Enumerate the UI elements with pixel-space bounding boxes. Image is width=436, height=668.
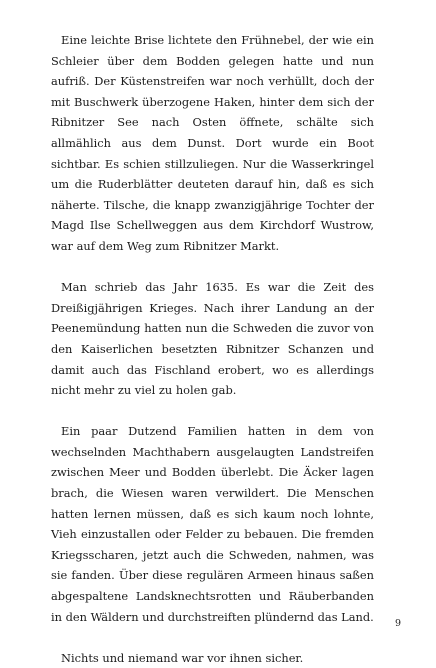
paragraph-4: Nichts und niemand war vor ihnen sicher. — [61, 650, 304, 665]
body-text — [51, 30, 374, 668]
paragraph-1: Eine leichte Brise lichtete den Frühnebel, der wie ein Schleier über dem Bodden gelegen hatte und nun aufriß. Der Küstenstreifen war noch verhüllt, doch der mit Buschwerk überzogene Haken, hinter dem sich der Ribnitzer See nach Osten öffnete, schälte sich allmählich aus dem Dunst. Dort wurde ein Boot sichtbar. Es schien stillzuliegen. Nur die Wasserkringel um die Ruderblätter deuteten darauf hin, daß es sich näherte. Tilsche, die knapp zwanzigjährige Tochter der Magd Ilse Schellweggen aus dem Kirchdorf Wustrow, war auf dem Weg zum Ribnitzer Markt. — [51, 33, 374, 253]
page-number: 9 — [394, 618, 402, 629]
paragraph-2: Man schrieb das Jahr 1635. Es war die Zeit des Dreißigjährigen Krieges. Nach ihrer Landung an der Peenemündung hatten nun die Schweden die zuvor von den Kaiserlichen besetzten Ribnitzer Schanzen und damit auch das Fischland erobert, wo es allerdings nicht mehr zu viel zu holen gab. — [51, 280, 374, 398]
paragraph-3: Ein paar Dutzend Familien hatten in dem von wechselnden Machthabern ausgelaugten Landstreifen zwischen Meer und Bodden überlebt. Die Äcker lagen brach, die Wiesen waren verwildert. Die Menschen hatten lernen müssen, daß es sich kaum noch lohnte, Vieh einzustallen oder Felder zu bebauen. Die fremden Kriegsscharen, jetzt auch die Schweden, nahmen, was sie fanden. Über diese regulären Armeen hinaus saßen abgespaltene Landsknechtsrotten und Räuberbanden in den Wäldern und durchstreiften plündernd das Land. — [51, 424, 374, 624]
